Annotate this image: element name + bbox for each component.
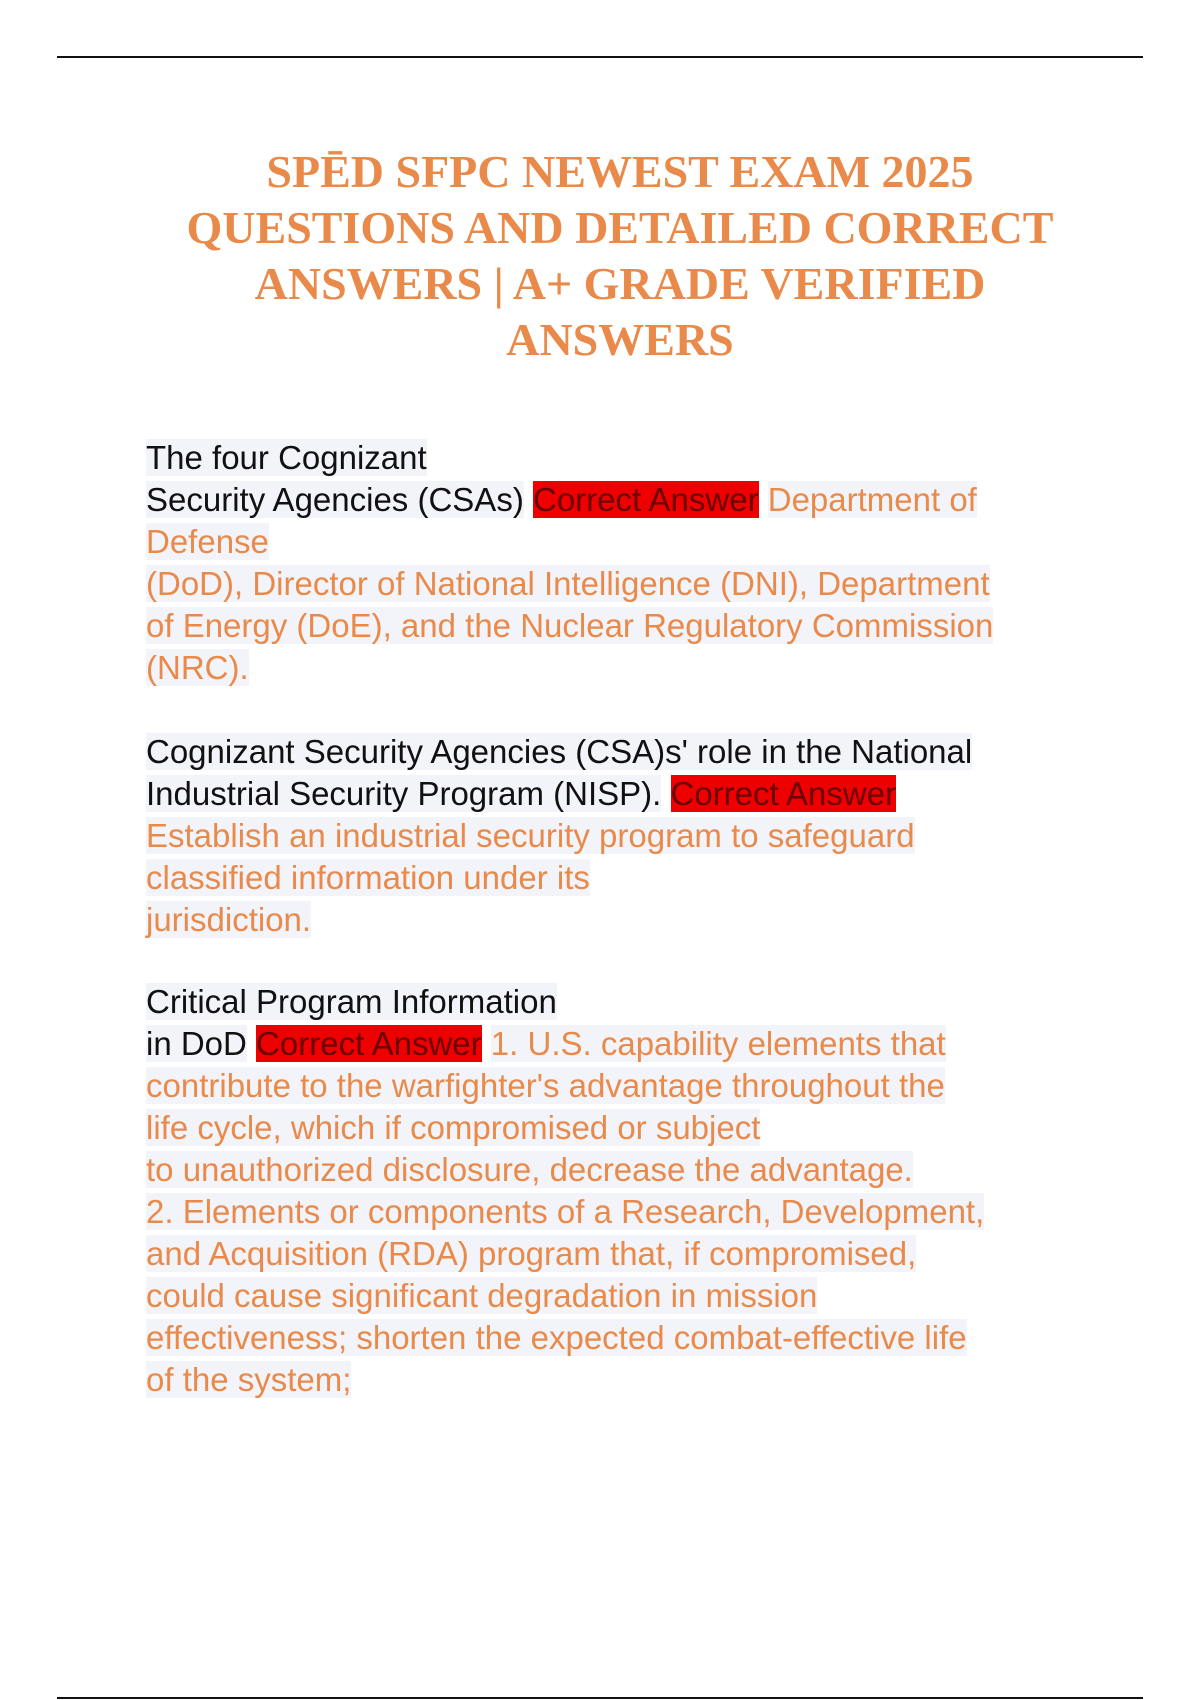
question-text: Critical Program Information — [146, 983, 557, 1020]
answer-text: and Acquisition (RDA) program that, if compromised, — [146, 1235, 917, 1272]
question-text: Cognizant Security Agencies (CSA)s' role in the National — [146, 733, 973, 770]
answer-text: Department of — [767, 481, 977, 518]
answer-text: 1. U.S. capability elements that — [490, 1025, 946, 1062]
answer-text: contribute to the warfighter's advantage throughout the — [146, 1067, 945, 1104]
title-line: SPĒD SFPC NEWEST EXAM 2025 — [266, 146, 974, 197]
answer-text: to unauthorized disclosure, decrease the advantage. — [146, 1151, 913, 1188]
question-text: Industrial Security Program (NISP). — [146, 775, 662, 812]
answer-text: Defense — [146, 523, 269, 560]
answer-text: life cycle, which if compromised or subject — [146, 1109, 761, 1146]
title-line: ANSWERS — [506, 314, 734, 365]
answer-text: jurisdiction. — [146, 901, 312, 938]
answer-text: Establish an industrial security program to safeguard — [146, 817, 915, 854]
question-text: Security Agencies (CSAs) — [146, 481, 524, 518]
qa-item — [146, 437, 1146, 689]
answer-text: of Energy (DoE), and the Nuclear Regulatory Commission — [146, 607, 994, 644]
top-rule — [57, 56, 1143, 58]
qa-item — [146, 731, 1146, 941]
answer-text: (NRC). — [146, 649, 249, 686]
title-line: ANSWERS | A+ GRADE VERIFIED — [254, 258, 986, 309]
answer-text: (DoD), Director of National Intelligence (DNI), Department — [146, 565, 990, 602]
title-line: QUESTIONS AND DETAILED CORRECT — [186, 202, 1054, 253]
question-text: The four Cognizant — [146, 439, 427, 476]
correct-answer-tag: Correct Answer — [532, 481, 759, 518]
correct-answer-tag: Correct Answer — [670, 775, 897, 812]
answer-text: could cause significant degradation in mission — [146, 1277, 818, 1314]
answer-text: effectiveness; shorten the expected combat-effective life — [146, 1319, 967, 1356]
bottom-rule — [57, 1697, 1143, 1699]
qa-item — [146, 981, 1146, 1401]
question-text: in DoD — [146, 1025, 247, 1062]
answer-text: 2. Elements or components of a Research, Development, — [146, 1193, 985, 1230]
answer-text: classified information under its — [146, 859, 590, 896]
document-title — [60, 144, 1180, 368]
correct-answer-tag: Correct Answer — [256, 1025, 482, 1062]
answer-text: of the system; — [146, 1361, 352, 1398]
